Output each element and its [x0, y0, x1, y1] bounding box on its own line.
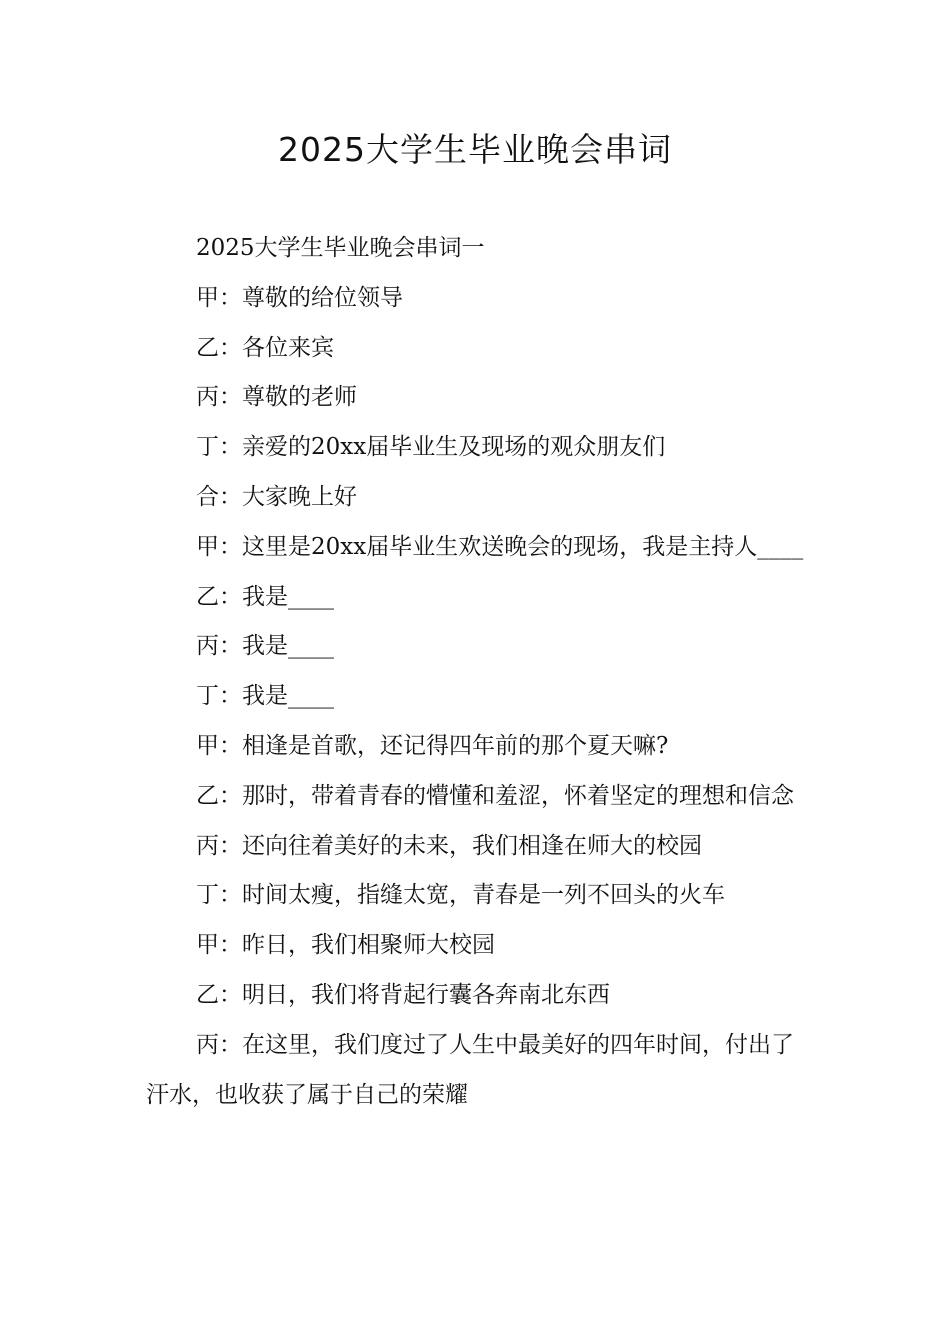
document-title: 2025大学生毕业晚会串词 — [278, 130, 672, 169]
paragraph: 合：大家晚上好 — [196, 483, 357, 510]
paragraph: 乙：我是____ — [196, 583, 334, 610]
paragraph: 乙：那时，带着青春的懵懂和羞涩，怀着坚定的理想和信念 — [196, 782, 794, 809]
paragraph: 丙：在这里，我们度过了人生中最美好的四年时间，付出了汗水，也收获了属于自己的荣耀 — [146, 1031, 794, 1108]
paragraph: 丁：时间太瘦，指缝太宽，青春是一列不回头的火车 — [196, 882, 725, 909]
paragraph: 甲：这里是20xx届毕业生欢送晚会的现场，我是主持人____ — [196, 533, 804, 560]
paragraph: 乙：明日，我们将背起行囊各奔南北东西 — [196, 981, 610, 1008]
paragraph: 丁：亲爱的20xx届毕业生及现场的观众朋友们 — [196, 434, 666, 461]
paragraph: 丙：尊敬的老师 — [196, 384, 357, 411]
paragraph: 丙：我是____ — [196, 633, 334, 660]
paragraph: 甲：昨日，我们相聚师大校园 — [196, 932, 495, 959]
paragraph: 甲：相逢是首歌，还记得四年前的那个夏天嘛? — [196, 732, 669, 759]
paragraph: 甲：尊敬的给位领导 — [196, 284, 403, 311]
paragraph: 丁：我是____ — [196, 683, 334, 710]
paragraph: 丙：还向往着美好的未来，我们相逢在师大的校园 — [196, 832, 702, 859]
paragraph-subtitle: 2025大学生毕业晚会串词一 — [196, 235, 485, 261]
document-body — [146, 224, 810, 1120]
paragraph: 乙：各位来宾 — [196, 334, 334, 361]
